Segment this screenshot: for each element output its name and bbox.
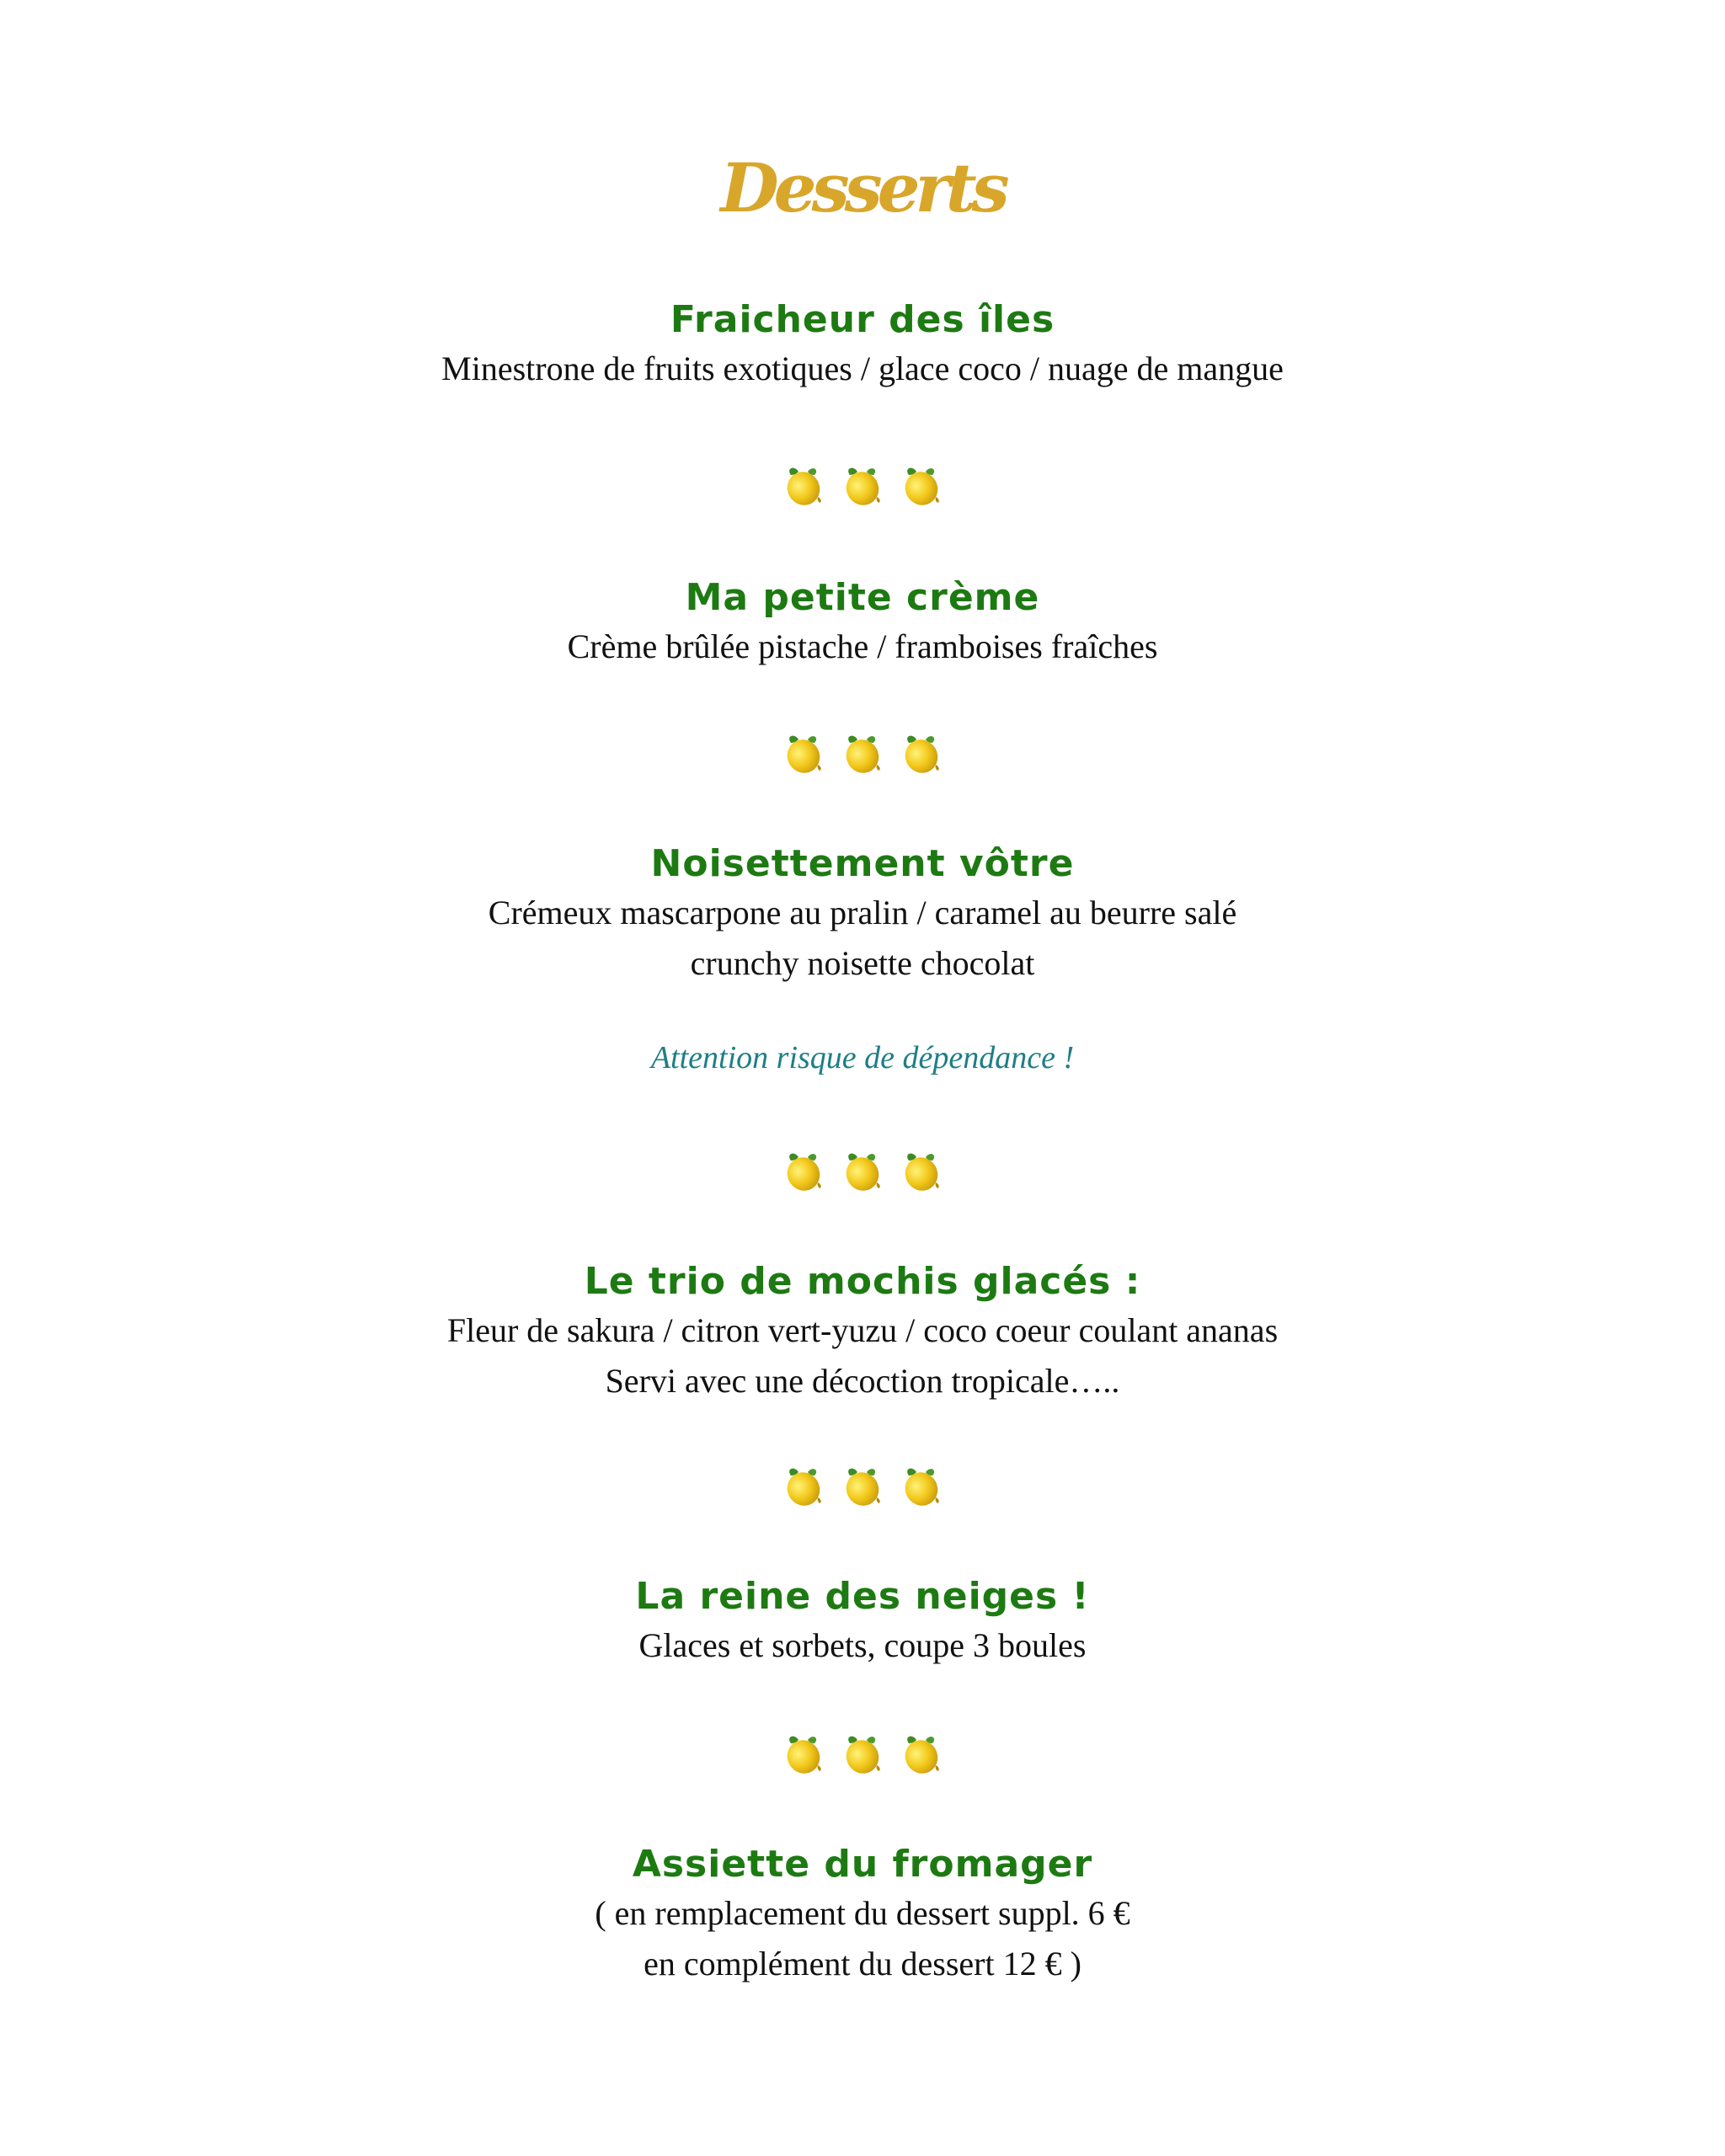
- lemon-icon: [899, 1149, 944, 1194]
- lemon-icon: [781, 1464, 826, 1509]
- lemon-divider: [0, 731, 1725, 778]
- lemon-icon: [781, 463, 826, 509]
- menu-item-fraicheur: [0, 296, 1725, 394]
- lemon-icon: [840, 1464, 885, 1509]
- item-title: La reine des neiges !: [635, 1575, 1090, 1618]
- item-note: Attention risque de dépendance !: [650, 1040, 1075, 1075]
- item-description: Fleur de sakura / citron vert-yuzu / coco coeur coulant ananas: [446, 1311, 1279, 1349]
- lemon-icon: [899, 731, 944, 776]
- item-title: Noisettement vôtre: [650, 842, 1075, 885]
- item-description: Crémeux mascarpone au pralin / caramel au beurre salé: [488, 894, 1237, 931]
- lemon-icon: [840, 1149, 885, 1194]
- lemon-icon: [781, 1732, 826, 1777]
- item-description: Crème brûlée pistache / framboises fraîches: [567, 627, 1158, 665]
- item-description: ( en remplacement du dessert suppl. 6 €: [595, 1894, 1130, 1932]
- menu-item-assiette-fromager: [0, 1841, 1725, 1989]
- lemon-icon: [899, 1732, 944, 1777]
- lemon-divider: [0, 1732, 1725, 1779]
- menu-item-mochis: [0, 1258, 1725, 1406]
- menu-item-noisettement: [0, 841, 1725, 1081]
- menu-item-reine-des-neiges: [0, 1573, 1725, 1671]
- item-title: Le trio de mochis glacés :: [584, 1260, 1141, 1303]
- lemon-divider: [0, 1149, 1725, 1196]
- lemon-icon: [840, 1732, 885, 1777]
- lemon-divider: [0, 1464, 1725, 1511]
- lemon-icon: [899, 463, 944, 509]
- page-title: Desserts: [720, 148, 1005, 227]
- lemon-icon: [840, 731, 885, 776]
- lemon-icon: [840, 463, 885, 509]
- item-description: Glaces et sorbets, coupe 3 boules: [638, 1626, 1087, 1664]
- item-description: en complément du dessert 12 € ): [644, 1945, 1081, 1983]
- lemon-icon: [899, 1464, 944, 1509]
- lemon-icon: [781, 731, 826, 776]
- lemon-divider: [0, 463, 1725, 510]
- item-description: crunchy noisette chocolat: [690, 944, 1035, 982]
- item-title: Assiette du fromager: [632, 1843, 1093, 1886]
- lemon-icon: [781, 1149, 826, 1194]
- item-description: Minestrone de fruits exotiques / glace coco / nuage de mangue: [441, 350, 1284, 387]
- item-title: Ma petite crème: [685, 576, 1040, 619]
- item-title: Fraicheur des îles: [670, 298, 1055, 341]
- item-description: Servi avec une décoction tropicale…..: [605, 1362, 1120, 1400]
- menu-item-petite-creme: [0, 574, 1725, 672]
